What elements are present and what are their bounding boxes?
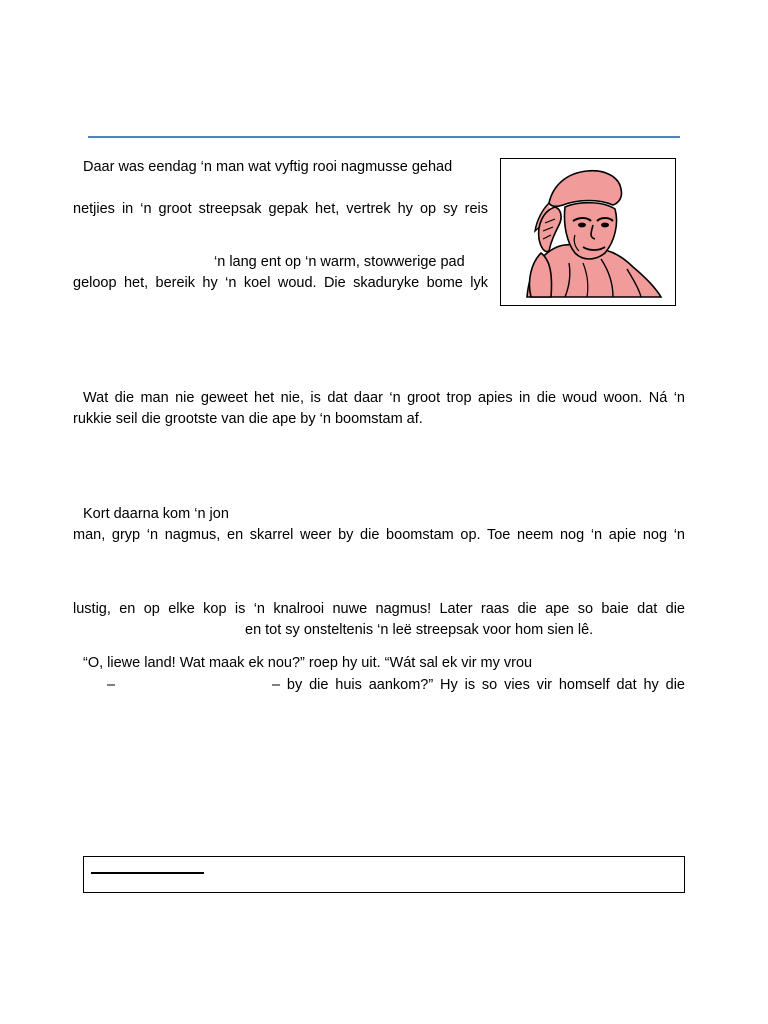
story-p3-line2: man, gryp ‘n nagmus, en skarrel weer by die boomstam op. Toe neem nog ‘n apie nog ‘n xyxy=(73,527,685,543)
story-p1-line2: netjies in ‘n groot streepsak gepak het, vertrek hy op sy reis xyxy=(73,201,488,217)
header-rule xyxy=(88,136,680,138)
story-p1-line3: ‘n lang ent op ‘n warm, stowwerige pad xyxy=(214,254,465,270)
footer-underline xyxy=(91,872,204,874)
story-p5-line2: – by die huis aankom?” Hy is so vies vir homself dat hy die xyxy=(272,677,685,693)
story-p5-line2-dash: – xyxy=(107,677,116,693)
man-in-nightcap-icon xyxy=(509,163,667,301)
story-p1-line1: Daar was eendag ‘n man wat vyftig rooi nagmusse gehad xyxy=(83,159,453,175)
story-p3-line1: Kort daarna kom ‘n jon xyxy=(83,506,229,522)
story-p1-line4: geloop het, bereik hy ‘n koel woud. Die skaduryke bome lyk xyxy=(73,275,488,291)
illustration-frame xyxy=(500,158,676,306)
story-p2-line2: rukkie seil die grootste van die ape by ‘n boomstam af. xyxy=(73,411,423,427)
story-p2-line1: Wat die man nie geweet het nie, is dat daar ‘n groot trop apies in die woud woon. Ná ‘n xyxy=(83,390,685,406)
story-p4-line2: en tot sy onsteltenis ‘n leë streepsak voor hom sien lê. xyxy=(245,622,594,638)
footer-box xyxy=(83,856,685,893)
story-p4-line1: lustig, en op elke kop is ‘n knalrooi nuwe nagmus! Later raas die ape so baie dat die xyxy=(73,601,685,617)
story-p5-line1: “O, liewe land! Wat maak ek nou?” roep hy uit. “Wát sal ek vir my vrou xyxy=(83,655,533,671)
